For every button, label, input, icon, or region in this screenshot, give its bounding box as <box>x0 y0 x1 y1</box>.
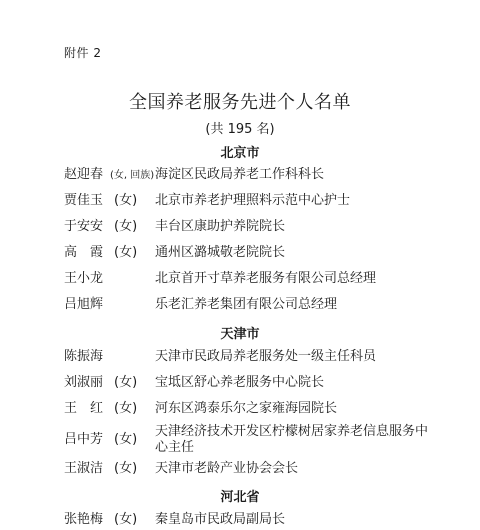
person-title: 天津经济技术开发区柠檬树居家养老信息服务中心主任 <box>155 424 429 455</box>
person-gender: (女) <box>114 245 138 260</box>
person-name: 陈振海 <box>64 349 104 364</box>
person-name: 于安安 <box>64 219 104 234</box>
person-title: 宝坻区舒心养老服务中心院长 <box>155 375 325 390</box>
attachment-label: 附件 2 <box>64 46 102 60</box>
person-gender: (女, 回族) <box>110 170 155 181</box>
person-gender: (女) <box>114 401 138 416</box>
document-subtitle: (共 195 名) <box>205 122 275 137</box>
person-gender: (女) <box>114 432 138 447</box>
person-name: 王淑洁 <box>64 461 104 476</box>
person-name: 高 霞 <box>64 245 104 260</box>
person-title: 河东区鸿泰乐尔之家雍海园院长 <box>155 401 338 416</box>
person-title: 通州区潞城敬老院院长 <box>155 245 286 260</box>
person-name: 赵迎春 <box>64 167 104 182</box>
person-title: 天津市民政局养老服务处一级主任科员 <box>155 349 377 364</box>
person-name: 吕旭辉 <box>64 297 104 312</box>
person-title: 海淀区民政局养老工作科科长 <box>155 167 325 182</box>
person-name: 张艳梅 <box>64 512 104 527</box>
region-heading-beijing: 北京市 <box>220 146 260 161</box>
person-name: 刘淑丽 <box>64 375 104 390</box>
person-gender: (女) <box>114 375 138 390</box>
region-heading-hebei: 河北省 <box>220 490 260 505</box>
person-name: 王 红 <box>64 401 104 416</box>
person-name: 吕中芳 <box>64 432 104 447</box>
document-title: 全国养老服务先进个人名单 <box>129 92 351 113</box>
person-title: 北京市养老护理照料示范中心护士 <box>155 193 351 208</box>
person-title: 秦皇岛市民政局副局长 <box>155 512 286 527</box>
person-title: 天津市老龄产业协会会长 <box>155 461 299 476</box>
person-title: 丰台区康助护养院院长 <box>155 219 286 234</box>
person-gender: (女) <box>114 512 138 527</box>
person-gender: (女) <box>114 461 138 476</box>
person-title: 乐老汇养老集团有限公司总经理 <box>155 297 338 312</box>
person-title: 北京首开寸草养老服务有限公司总经理 <box>155 271 377 286</box>
person-name: 王小龙 <box>64 271 104 286</box>
person-gender: (女) <box>114 219 138 234</box>
person-name: 贾佳玉 <box>64 193 104 208</box>
person-gender: (女) <box>114 193 138 208</box>
region-heading-tianjin: 天津市 <box>220 327 260 342</box>
